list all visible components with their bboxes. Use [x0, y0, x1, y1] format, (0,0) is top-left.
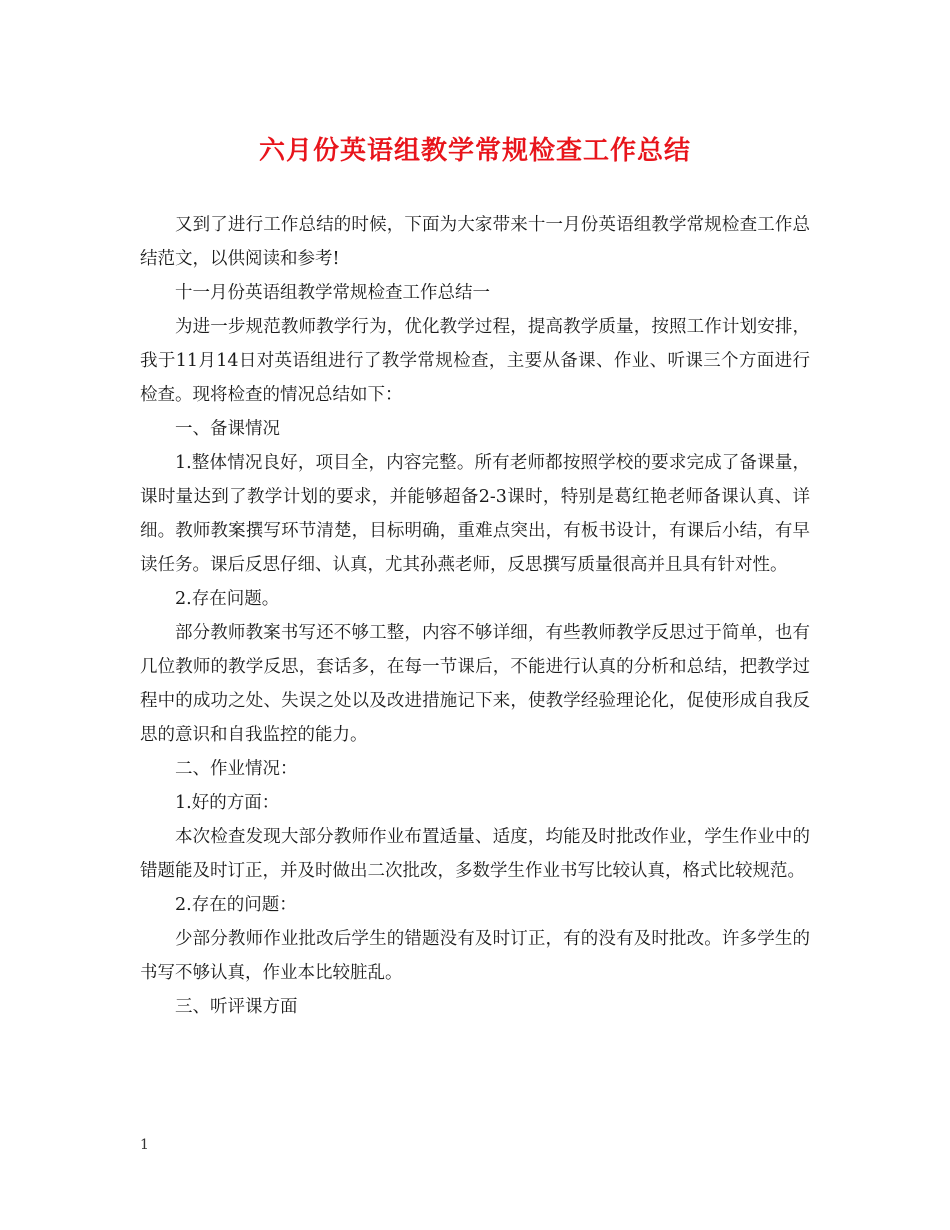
document-body	[140, 208, 810, 1024]
paragraph-purpose: 为进一步规范教师教学行为，优化教学过程，提高教学质量，按照工作计划安排，我于11月14日对英语组进行了教学常规检查，主要从备课、作业、听课三个方面进行检查。现将检查的情况总结如下：	[140, 317, 810, 405]
section-heading-lesson-prep: 一、备课情况	[175, 419, 280, 439]
paragraph-lesson-prep-problems: 部分教师教案书写还不够工整，内容不够详细，有些教师教学反思过于简单，也有几位教师的教学反思，套话多，在每一节课后，不能进行认真的分析和总结，把教学过程中的成功之处、失误之处以及改进措施记下来，使教学经验理论化，促使形成自我反思的意识和自我监控的能力。	[140, 623, 810, 745]
section-heading-lesson-observation: 三、听评课方面	[175, 997, 298, 1017]
paragraph-lesson-prep-overall: 1.整体情况良好，项目全，内容完整。所有老师都按照学校的要求完成了备课量，课时量达到了教学计划的要求，并能够超备2-3课时，特别是葛红艳老师备课认真、详细。教师教案撰写环节清楚，目标明确，重难点突出，有板书设计，有课后小结，有早读任务。课后反思仔细、认真，尤其孙燕老师，反思撰写质量很高并且具有针对性。	[140, 453, 810, 575]
section-heading-homework: 二、作业情况：	[175, 759, 298, 779]
paragraph-homework-good: 本次检查发现大部分教师作业布置适量、适度，均能及时批改作业，学生作业中的错题能及时订正，并及时做出二次批改，多数学生作业书写比较认真，格式比较规范。	[140, 827, 810, 881]
subheading-good-aspects: 1.好的方面：	[175, 793, 280, 813]
document-title: 六月份英语组教学常规检查工作总结	[258, 136, 691, 166]
paragraph-homework-problems: 少部分教师作业批改后学生的错题没有及时订正，有的没有及时批改。许多学生的书写不够认真，作业本比较脏乱。	[140, 929, 810, 983]
paragraph-subtitle: 十一月份英语组教学常规检查工作总结一	[175, 283, 490, 303]
subheading-existing-problems: 2.存在的问题：	[175, 895, 297, 915]
paragraph-intro: 又到了进行工作总结的时候，下面为大家带来十一月份英语组教学常规检查工作总结范文，以供阅读和参考!	[140, 215, 810, 269]
page-number: 1	[140, 1137, 149, 1153]
subheading-problems: 2.存在问题。	[175, 589, 280, 609]
